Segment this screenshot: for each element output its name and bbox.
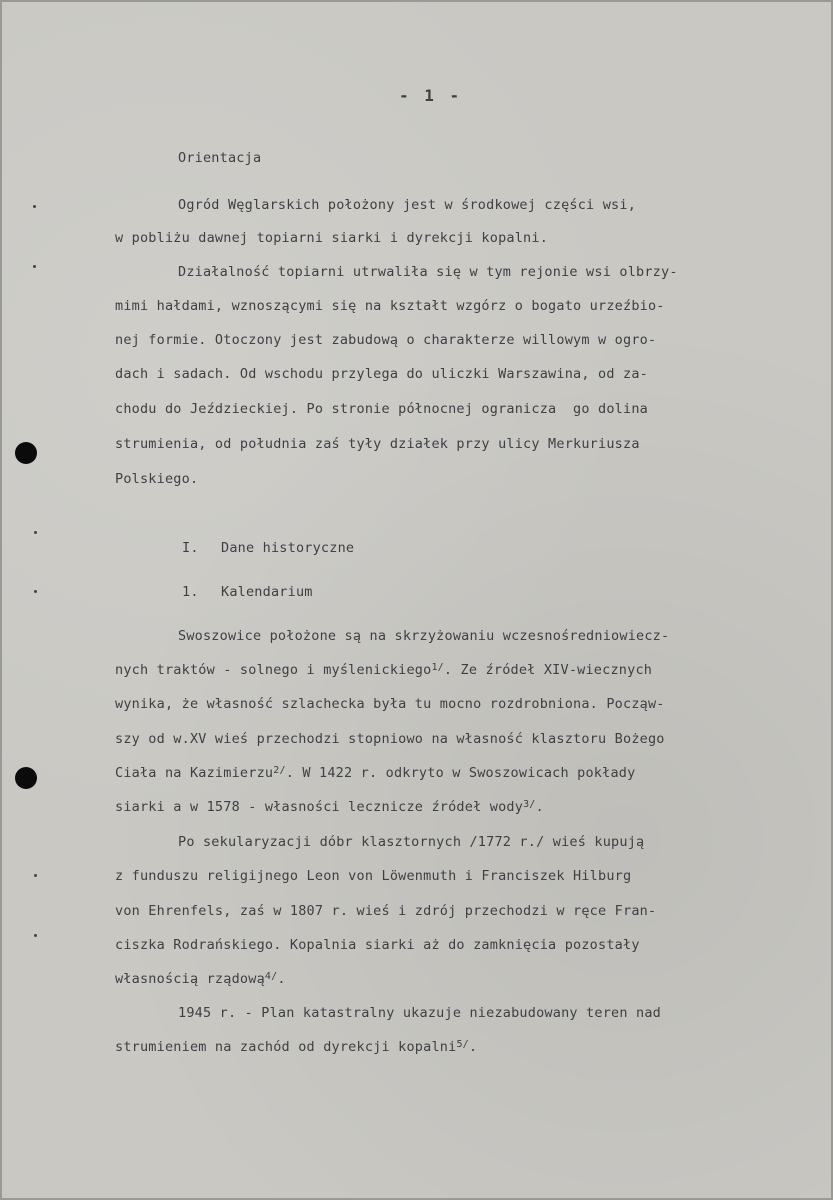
- subsection-number: 1.: [182, 584, 199, 600]
- paper-speck: [34, 874, 37, 877]
- text-line: strumieniem na zachód od dyrekcji kopalni$^{5/}$.: [115, 1039, 478, 1055]
- section-title: Dane historyczne: [221, 540, 355, 556]
- text-line: chodu do Jeździeckiej. Po stronie północnej ogranicza go dolina: [115, 401, 648, 417]
- page-number: - 1 -: [399, 86, 463, 105]
- text-line: ciszka Rodrańskiego. Kopalnia siarki aż do zamknięcia pozostały: [115, 937, 640, 953]
- text-line: Po sekularyzacji dóbr klasztornych /1772 r./ wieś kupują: [178, 834, 645, 850]
- footnote-mark: 5/: [456, 1039, 469, 1050]
- text-line: własnością rządową$^{4/}$.: [115, 971, 286, 987]
- text-line: Ciała na Kazimierzu$^{2/}$. W 1422 r. odkryto w Swoszowicach pokłady: [115, 765, 636, 781]
- text-line: Polskiego.: [115, 471, 199, 487]
- text-line: siarki a w 1578 - własności lecznicze źródeł wody$^{3/}$.: [115, 799, 544, 815]
- punch-hole-bottom: [15, 767, 37, 789]
- paper-speck: [33, 265, 36, 268]
- heading-orientacja: Orientacja: [178, 150, 262, 166]
- text-line: Działalność topiarni utrwaliła się w tym rejonie wsi olbrzy-: [178, 264, 678, 280]
- footnote-mark: 2/: [273, 765, 286, 776]
- text-line: mimi hałdami, wznoszącymi się na kształt wzgórz o bogato urzeźbio-: [115, 298, 665, 314]
- section-number: I.: [182, 540, 199, 556]
- subsection-title: Kalendarium: [221, 584, 313, 600]
- text-line: z funduszu religijnego Leon von Löwenmuth i Franciszek Hilburg: [115, 868, 632, 884]
- footnote-mark: 3/: [523, 799, 536, 810]
- text-line: Swoszowice położone są na skrzyżowaniu wczesnośredniowiecz-: [178, 628, 670, 644]
- text-line: nej formie. Otoczony jest zabudową o charakterze willowym w ogro-: [115, 332, 657, 348]
- text-line: w pobliżu dawnej topiarni siarki i dyrekcji kopalni.: [115, 230, 549, 246]
- text-line: dach i sadach. Od wschodu przylega do uliczki Warszawina, od za-: [115, 366, 648, 382]
- text-line: Ogród Węglarskich położony jest w środkowej części wsi,: [178, 197, 637, 213]
- paper-speck: [34, 590, 37, 593]
- text-line: szy od w.XV wieś przechodzi stopniowo na własność klasztoru Bożego: [115, 731, 665, 747]
- paper-speck: [34, 531, 37, 534]
- paper-speck: [33, 205, 36, 208]
- footnote-mark: 1/: [431, 662, 444, 673]
- footnote-mark: 4/: [264, 971, 278, 982]
- punch-hole-top: [15, 442, 37, 464]
- text-line: nych traktów - solnego i myślenickiego$^{1/}$. Ze źródeł XIV-wiecznych: [115, 662, 653, 678]
- text-line: wynika, że własność szlachecka była tu mocno rozdrobniona. Począw-: [115, 696, 665, 712]
- text-line: strumienia, od południa zaś tyły działek przy ulicy Merkuriusza: [115, 436, 640, 452]
- text-line: von Ehrenfels, zaś w 1807 r. wieś i zdrój przechodzi w ręce Fran-: [115, 903, 657, 919]
- text-line: 1945 r. - Plan katastralny ukazuje niezabudowany teren nad: [178, 1005, 662, 1021]
- paper-speck: [34, 934, 37, 937]
